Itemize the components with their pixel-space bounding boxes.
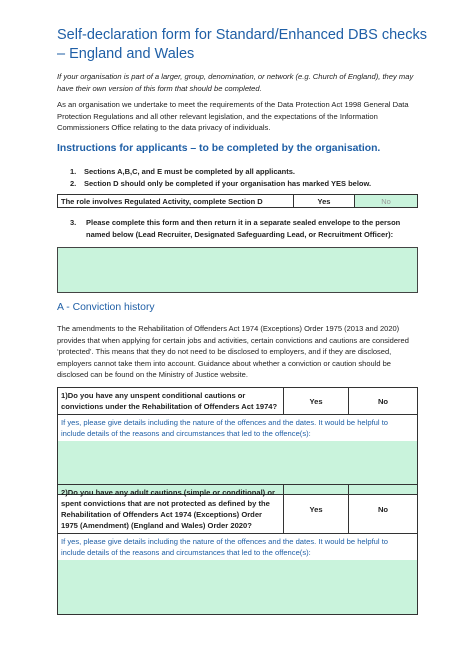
question-1-row <box>58 388 417 415</box>
regulated-activity-label: The role involves Regulated Activity, complete Section D <box>58 195 294 207</box>
question-2-detail-field[interactable] <box>58 560 417 614</box>
list-number: 2. <box>70 179 77 188</box>
regulated-activity-yes[interactable]: Yes <box>294 195 355 207</box>
list-item-3 <box>70 217 415 241</box>
intro-note: If your organisation is part of a larger, group, denomination, or network (e.g. Church of England), they may have their own version of this form that should be completed. <box>57 72 414 93</box>
recipient-name-field[interactable] <box>57 247 418 293</box>
question-1-yes[interactable]: Yes <box>284 388 349 414</box>
list-text: Please complete this form and then return it in a separate sealed envelope to the person named below (Lead Recruiter, Designated Safeguarding Lead, or Recruitment Officer): <box>86 218 401 239</box>
regulated-activity-no[interactable]: No <box>355 195 417 207</box>
question-2-text: 2)Do you have any adult cautions (simple or conditional) or spent convictions that are not protected as defined by the Rehabilitation of Offenders Act 1974 (Exceptions) Order 1975 (Amendment) (England and Wales) Order 2020? <box>58 485 284 533</box>
page-title: Self-declaration form for Standard/Enhanced DBS checks – England and Wales <box>57 27 427 62</box>
section-a-heading: A - Conviction history <box>57 302 155 313</box>
question-1-table <box>57 387 418 495</box>
list-number: 1. <box>70 167 77 176</box>
list-text: Sections A,B,C, and E must be completed by all applicants. <box>84 167 296 176</box>
regulated-activity-row <box>57 194 418 208</box>
question-1-detail-label: If yes, please give details including the nature of the offences and the dates. It would be helpful to include details of the reasons and circumstances that led to the offence(s): <box>61 418 389 438</box>
question-2-yes[interactable]: Yes <box>284 485 349 533</box>
list-item <box>70 178 430 190</box>
instructions-list <box>70 166 430 190</box>
question-2-table <box>57 484 418 615</box>
question-1-text: 1)Do you have any unspent conditional cautions or convictions under the Rehabilitation of Offenders Act 1974? <box>58 388 284 414</box>
question-1-no[interactable]: No <box>377 396 389 406</box>
list-number: 3. <box>70 218 77 227</box>
question-2-row <box>58 485 417 534</box>
question-2-detail-label: If yes, please give details including the nature of the offences and the dates. It would be helpful to include details of the reasons and circumstances that led to the offence(s): <box>61 537 389 557</box>
instructions-heading: Instructions for applicants – to be completed by the organisation. <box>57 143 381 154</box>
intro-paragraph: As an organisation we undertake to meet the requirements of the Data Protection Act 1998 General Data Protection Regulations and all other relevant legislation, and the expectations of the Information Commissioners Office relating to the data privacy of individuals. <box>57 100 409 132</box>
section-a-paragraph: The amendments to the Rehabilitation of Offenders Act 1974 (Exceptions) Order 1975 (2013 and 2020) provides that when applying for certain jobs and activities, certain convictions and cautions are considered ‘protected’. This means that they do not need to be disclosed to employers, and if they are disclosed, employers cannot take them into account. Guidance about whether a conviction or caution should be disclosed can be found on the Ministry of Justice website. <box>57 324 409 379</box>
list-text: Section D should only be completed if your organisation has marked YES below. <box>84 179 372 188</box>
list-item <box>70 166 430 178</box>
question-2-no[interactable]: No <box>377 504 389 514</box>
